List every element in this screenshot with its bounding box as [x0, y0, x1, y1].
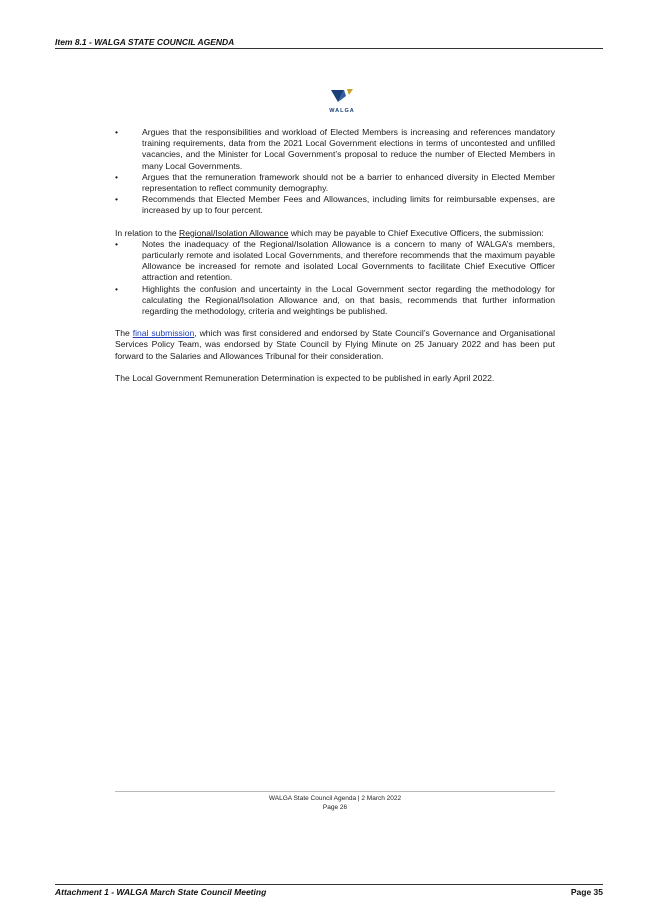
regional-allowance-paragraph: In relation to the Regional/Isolation Allowance which may be payable to Chief Executive Officers, the submission: — [115, 227, 544, 238]
list-item: • Notes the inadequacy of the Regional/Isolation Allowance is a concern to many of WALGA’s members, particularly remote and isolated Local Governments, and therefore recommends that the maximum payable Allowance be increased for remote and isolated Local Governments to facilitate Chief Executive Officer attraction and retention. — [115, 239, 555, 284]
page-header-title: Item 8.1 - WALGA STATE COUNCIL AGENDA — [55, 37, 235, 47]
list-item: • Recommends that Elected Member Fees and Allowances, including limits for reimbursable expenses, are increased by up to four percent. — [115, 194, 555, 216]
inner-footer — [115, 794, 555, 812]
page-footer-page-number: Page 35 — [570, 887, 603, 897]
submission-paragraph: The final submission, which was first considered and endorsed by State Council’s Governance and Organisational Services Policy Team, was endorsed by State Council by Flying Minute on 25 January 2022 and has been put forward to the Salaries and Allowances Tribunal for their consideration. — [115, 328, 555, 361]
document-body — [115, 127, 555, 384]
determination-paragraph: The Local Government Remuneration Determination is expected to be published in early April 2022. — [115, 372, 495, 383]
regional-allowance-term: Regional/Isolation Allowance — [179, 227, 289, 238]
logo-wordmark: WALGA — [329, 108, 355, 114]
page-footer-attachment: Attachment 1 - WALGA March State Council Meeting — [55, 887, 267, 897]
page-footer-rule — [55, 884, 603, 885]
inner-footer-page: Page 26 — [322, 804, 348, 811]
list-item: • Argues that the responsibilities and workload of Elected Members is increasing and references mandatory training requirements, data from the 2021 Local Government elections in terms of uncontested and unfilled vacancies, and the Minister for Local Government’s proposal to reduce the number of Elected Members in many Local Governments. — [115, 127, 555, 172]
list-item: • Argues that the remuneration framework should not be a barrier to enhanced diversity in Elected Member representation to reflect community demography. — [115, 172, 555, 194]
inner-footer-agenda: WALGA State Council Agenda | 2 March 2022 — [268, 795, 402, 802]
bullet-list-1 — [115, 127, 555, 217]
final-submission-link[interactable]: final submission — [132, 328, 195, 339]
walga-logo-icon — [330, 88, 354, 106]
header-rule — [55, 48, 603, 49]
inner-footer-rule — [115, 791, 555, 792]
walga-logo — [322, 88, 362, 120]
bullet-list-2 — [115, 239, 555, 317]
list-item: • Highlights the confusion and uncertainty in the Local Government sector regarding the methodology for calculating the Regional/Isolation Allowance and, on that basis, recommends that further information regarding the methodology, criteria and weightings be published. — [115, 284, 555, 318]
